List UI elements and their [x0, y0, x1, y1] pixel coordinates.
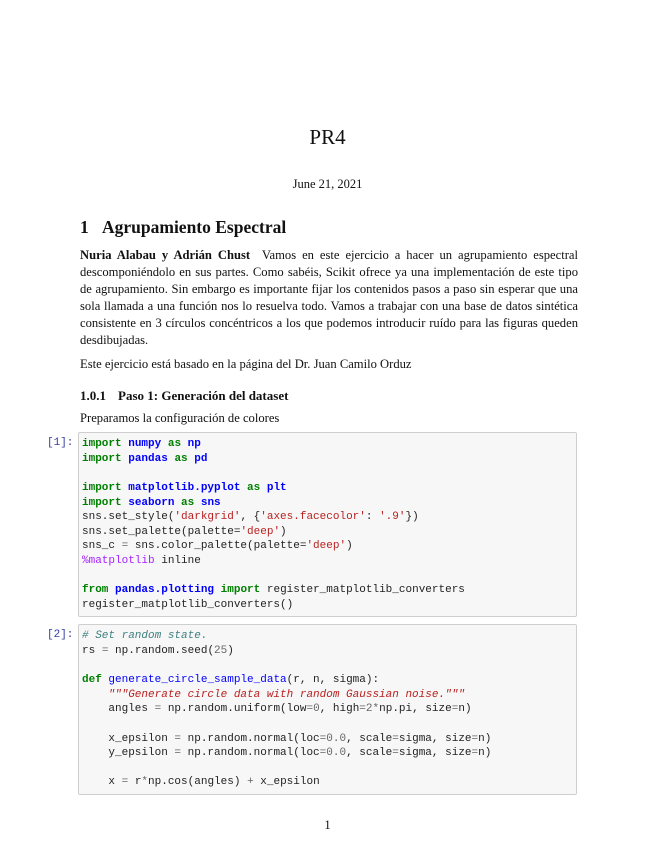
section-heading — [80, 216, 578, 238]
code-token: np.random.normal(loc — [181, 747, 320, 760]
code-line — [82, 761, 576, 776]
code-token: = — [319, 732, 327, 745]
cell-prompt: [1]: — [47, 437, 74, 450]
cell-prompt: [2]: — [47, 629, 74, 642]
code-token: import — [220, 584, 261, 597]
code-line — [82, 688, 576, 703]
code-token: y_epsilon — [82, 747, 175, 760]
code-token: 'deep' — [306, 540, 347, 553]
code-token — [82, 689, 108, 701]
code-line — [82, 539, 576, 554]
code-token — [260, 482, 267, 494]
code-token: }) — [405, 511, 419, 524]
code-line — [82, 525, 576, 540]
code-token: = — [392, 732, 399, 745]
code-token: = — [359, 703, 366, 716]
code-token: ) — [346, 540, 353, 553]
code-token: 'deep' — [240, 525, 281, 538]
code-token: n) — [478, 747, 492, 760]
code-cell-2[interactable] — [78, 624, 577, 795]
code-token: sns_c — [82, 540, 122, 553]
code-token: n) — [478, 732, 492, 745]
code-cell-row-1 — [47, 432, 577, 617]
code-token: register_matplotlib_converters() — [82, 598, 294, 611]
code-token: , scale — [346, 747, 393, 760]
code-line — [82, 746, 576, 761]
code-token: : — [365, 511, 380, 524]
code-line — [82, 583, 576, 598]
code-token: 0.0 — [326, 732, 347, 745]
code-token: as — [181, 496, 195, 509]
code-token: %matplotlib — [82, 555, 155, 567]
code-token: import — [82, 496, 122, 509]
code-token: import — [82, 482, 122, 495]
code-token: '.9' — [379, 511, 406, 524]
code-token: sigma, size — [398, 747, 472, 760]
code-token: 0 — [313, 703, 320, 716]
code-token: sns.set_palette(palette= — [82, 525, 241, 538]
document-title: PR4 — [309, 125, 346, 149]
code-token: pd — [194, 452, 208, 465]
code-token: np.random.seed( — [108, 644, 215, 657]
code-token: sns — [200, 496, 221, 509]
code-line — [82, 659, 576, 674]
code-token: pandas — [128, 452, 168, 465]
code-line — [82, 775, 576, 790]
code-token: ) — [280, 525, 287, 538]
code-token: = — [306, 703, 314, 716]
intro-text: Vamos en este ejercicio a hacer un agrupamiento espectral descomponiéndolo en sus partes. Como sabéis, Scikit ofrece ya una implementación de este tipo de agrupamiento. Sin embargo es importante fijar los contenidos pasos a paso sin esperar que una sola llamada a una función nos lo resuelva todo. Vamos a trabajar con una base de datos sintética consistente en 3 círculos concéntricos a los que podemos introducir ruído para las figuras queden desdibujadas. — [80, 248, 578, 347]
subsection-heading — [80, 387, 578, 404]
code-token: * — [141, 776, 149, 789]
code-token: = — [319, 747, 327, 760]
code-token — [194, 497, 201, 509]
code-token — [181, 438, 188, 450]
code-token — [214, 584, 221, 596]
code-token: = — [471, 732, 479, 745]
code-token: (r, n, sigma): — [286, 674, 380, 687]
code-token: np.cos(angles) — [148, 776, 248, 789]
code-line — [82, 496, 576, 511]
code-line — [82, 732, 576, 747]
code-token: generate_circle_sample_data — [108, 674, 287, 687]
prep-text: Preparamos la configuración de colores — [80, 411, 280, 426]
code-token: * — [372, 703, 380, 716]
code-token: ) — [227, 644, 234, 657]
code-line — [82, 510, 576, 525]
code-cell-row-2 — [47, 624, 577, 795]
code-token: np.random.normal(loc — [181, 732, 320, 745]
code-token: x — [82, 776, 122, 789]
code-token: = — [174, 747, 182, 760]
reference-text: Este ejercicio está basado en la página del Dr. Juan Camilo Orduz — [80, 357, 412, 372]
code-token: numpy — [128, 438, 162, 451]
code-token: np.pi, size — [379, 703, 452, 716]
code-token: angles — [82, 703, 155, 716]
code-token: = — [471, 747, 479, 760]
code-token: matplotlib.pyplot — [128, 482, 241, 495]
code-line — [82, 717, 576, 732]
document-date: June 21, 2021 — [292, 177, 363, 191]
code-line — [82, 629, 576, 644]
code-line — [82, 554, 576, 569]
code-token: as — [167, 438, 182, 451]
code-line — [82, 598, 576, 613]
code-token: sigma, size — [398, 732, 472, 745]
code-token: as — [247, 482, 261, 495]
code-token: # Set random state. — [82, 630, 208, 643]
code-line — [82, 569, 576, 584]
subsection-number: 1.0.1 — [80, 388, 106, 404]
code-token: x_epsilon — [253, 776, 320, 789]
code-token: , high — [319, 703, 360, 716]
code-line — [82, 644, 576, 659]
code-line — [82, 437, 576, 452]
code-token: from — [82, 584, 109, 597]
code-token: np — [187, 438, 201, 451]
code-cell-1[interactable] — [78, 432, 577, 617]
code-token: sns.set_style( — [82, 511, 175, 524]
section-number: 1 — [80, 217, 89, 237]
section-title: Agrupamiento Espectral — [102, 217, 287, 237]
code-token: import — [82, 452, 122, 465]
code-token: seaborn — [128, 496, 175, 509]
code-token: sns.color_palette(palette= — [128, 540, 307, 553]
subsection-title: Paso 1: Generación del dataset — [118, 388, 289, 404]
code-line — [82, 452, 576, 467]
code-token: = — [121, 540, 129, 553]
code-token: 'axes.facecolor' — [260, 511, 366, 524]
code-token: n) — [458, 703, 472, 716]
code-token: = — [451, 703, 459, 716]
code-line — [82, 466, 576, 481]
code-token: def — [82, 674, 102, 687]
code-token: , { — [240, 511, 261, 524]
code-line — [82, 673, 576, 688]
code-token: 0.0 — [326, 747, 347, 760]
code-line — [82, 481, 576, 496]
code-token: , scale — [346, 732, 393, 745]
code-token: register_matplotlib_converters — [260, 584, 465, 597]
code-token — [161, 438, 168, 450]
code-token: = — [154, 703, 162, 716]
authors: Nuria Alabau y Adrián Chust — [80, 248, 251, 262]
code-token: plt — [266, 482, 287, 495]
code-token: pandas.plotting — [115, 584, 215, 597]
code-token: rs — [82, 644, 102, 657]
code-token: inline — [154, 555, 201, 567]
code-token: """Generate circle data with random Gaussian noise.""" — [108, 688, 465, 701]
code-token: = — [174, 732, 182, 745]
code-token: x_epsilon — [82, 732, 175, 745]
code-token: 'darkgrid' — [174, 511, 241, 524]
code-token: np.random.uniform(low — [161, 703, 307, 716]
code-token: = — [101, 644, 109, 657]
code-token: = — [392, 747, 399, 760]
code-token: 25 — [214, 644, 228, 657]
page-number: 1 — [324, 817, 331, 832]
code-token: import — [82, 438, 122, 451]
document-page — [0, 124, 655, 833]
code-token: = — [121, 776, 129, 789]
code-token: as — [174, 452, 188, 465]
code-token: r — [128, 776, 142, 789]
code-line — [82, 702, 576, 717]
code-token: + — [247, 776, 254, 789]
intro-paragraph — [80, 247, 578, 348]
code-token: 2 — [365, 703, 373, 716]
